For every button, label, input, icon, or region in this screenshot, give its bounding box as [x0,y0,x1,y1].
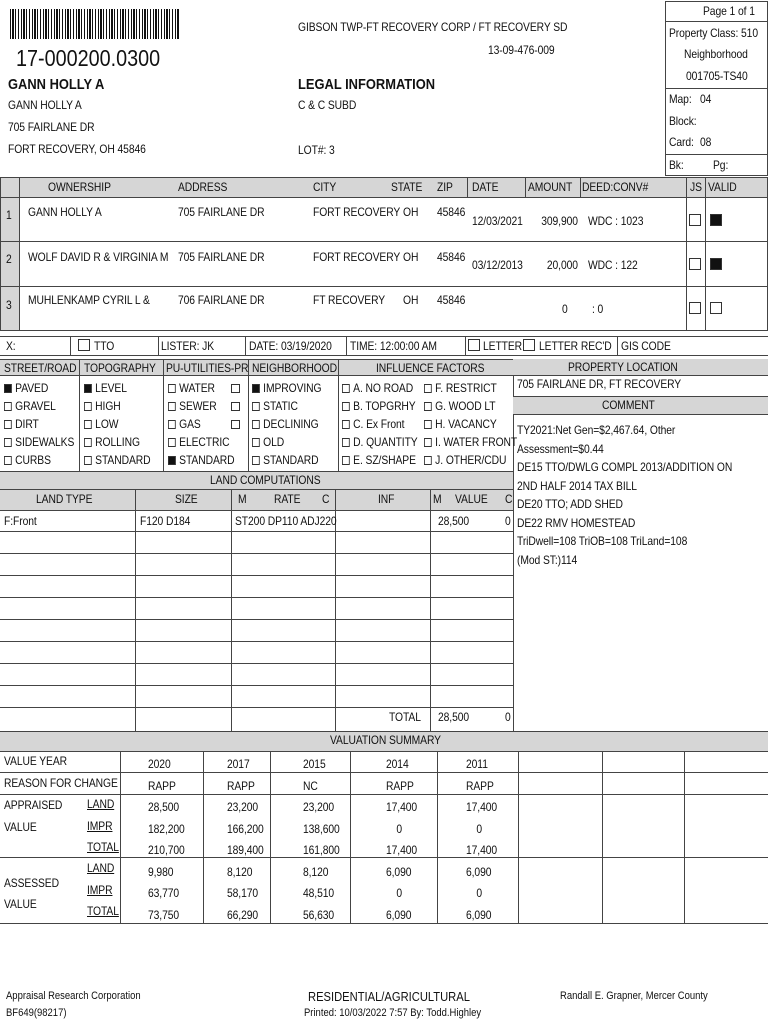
js-checkbox[interactable] [689,258,701,270]
pg-label: Pg: [713,158,729,172]
value-year-label: VALUE YEAR [4,754,68,768]
page-indicator: Page 1 of 1 [703,4,755,18]
util-gas[interactable]: GAS [168,415,235,433]
block-label: Block: [669,114,697,128]
col-amount: AMOUNT [528,180,573,194]
bk-label: Bk: [669,158,684,172]
street-header: STREET/ROAD [4,361,77,375]
util-pr-checkbox[interactable] [231,420,240,429]
street-sidewalks[interactable]: SIDEWALKS [4,433,74,451]
valid-checkbox[interactable] [710,302,722,314]
col-city: CITY [313,180,337,194]
valid-checkbox[interactable] [710,258,722,270]
appraised-value-label: VALUE [4,820,37,834]
topo-high[interactable]: HIGH [84,397,151,415]
col-value: VALUE [455,492,488,506]
valid-checkbox[interactable] [710,214,722,226]
util-electric[interactable]: ELECTRIC [168,433,235,451]
col-m2: M [433,492,442,506]
valuation-col-2015: 2015 NC 23,200 138,600 161,800 8,120 48,510 56,630 [303,757,340,922]
topo-level[interactable]: LEVEL [84,379,151,397]
valuation-col-2017: 2017 RAPP 23,200 166,200 189,400 8,120 58,170 66,290 [227,757,264,922]
lot-number: LOT#: 3 [298,143,335,157]
col-deed: DEED:CONV# [582,180,649,194]
tto-checkbox[interactable] [78,339,90,351]
mailing-line-3: FORT RECOVERY, OH 45846 [8,142,146,156]
js-checkbox[interactable] [689,302,701,314]
property-class: Property Class: 510 [669,26,758,40]
footer-auditor: Randall E. Grapner, Mercer County [560,990,708,1002]
topo-standard[interactable]: STANDARD [84,451,151,469]
topo-rolling[interactable]: ROLLING [84,433,151,451]
letter-checkbox[interactable] [468,339,480,351]
street-dirt[interactable]: DIRT [4,415,74,433]
col-state: STATE [391,180,423,194]
reason-label: REASON FOR CHANGE [4,776,118,790]
influence-f[interactable]: F. RESTRICT [424,379,517,397]
influence-header: INFLUENCE FACTORS [376,361,485,375]
letter-label: LETTER [483,339,523,353]
footer-card-type: RESIDENTIAL/AGRICULTURAL [308,989,470,1004]
comment-title: COMMENT [602,398,655,412]
neighborhood-options [252,379,333,469]
card-label: Card: [669,135,694,149]
col-inf: INF [378,492,395,506]
col-valid: VALID [708,180,737,194]
neighborhood-label: Neighborhood [684,47,748,61]
util-water[interactable]: WATER [168,379,235,397]
list-date: DATE: 03/19/2020 [249,339,332,353]
location-title: PROPERTY LOCATION [568,360,678,374]
nbhd-improving[interactable]: IMPROVING [252,379,321,397]
street-options [4,379,86,469]
col-owner: OWNERSHIP [48,180,111,194]
mailing-line-2: 705 FAIRLANE DR [8,120,95,134]
util-standard[interactable]: STANDARD [168,451,235,469]
gis-code: GIS CODE [621,339,671,353]
col-m: M [238,492,247,506]
col-address: ADDRESS [178,180,228,194]
influence-i[interactable]: I. WATER FRONT [424,433,517,451]
influence-options-a [342,379,430,469]
col-rate: RATE [274,492,301,506]
land-total-c: 0 [505,710,511,724]
footer-form-id: BF649(98217) [6,1007,67,1019]
influence-g[interactable]: G. WOOD LT [424,397,517,415]
barcode-id: 17-000200.0300 [16,45,161,71]
col-js: JS [690,180,702,194]
assessed-label: ASSESSED [4,876,59,890]
valuation-col-2011: 2011 RAPP 17,400 0 17,400 6,090 0 6,090 [466,757,498,922]
js-checkbox[interactable] [689,214,701,226]
valuation-title: VALUATION SUMMARY [330,733,441,747]
topography-options [84,379,161,469]
letter-recd-label: LETTER REC'D [539,339,612,353]
col-land-type: LAND TYPE [36,492,93,506]
card-value: 08 [700,135,712,149]
street-curbs[interactable]: CURBS [4,451,74,469]
lister: LISTER: JK [161,339,215,353]
land-title: LAND COMPUTATIONS [210,473,321,487]
influence-j[interactable]: J. OTHER/CDU [424,451,517,469]
valuation-col-2020: 2020 RAPP 28,500 182,200 210,700 9,980 63,770 73,750 [148,757,185,922]
neighborhood-header: NEIGHBORHOOD [252,361,337,375]
land-total-label: TOTAL [389,710,421,724]
topography-header: TOPOGRAPHY [84,361,156,375]
land-total: 28,500 [438,710,470,724]
letter-recd-checkbox[interactable] [523,339,535,351]
legal-title: LEGAL INFORMATION [298,76,436,93]
barcode [10,9,180,39]
footer-company: Appraisal Research Corporation [6,990,141,1002]
col-c: C [322,492,330,506]
util-sewer[interactable]: SEWER [168,397,235,415]
col-zip: ZIP [437,180,453,194]
utilities-header: PU-UTILITIES-PR [166,361,249,375]
map-value: 04 [700,92,712,106]
influence-d[interactable]: D. QUANTITY [342,433,418,451]
valuation-col-2014: 2014 RAPP 17,400 0 17,400 6,090 0 6,090 [386,757,418,922]
col-size: SIZE [175,492,198,506]
col-date: DATE [472,180,499,194]
location-value: 705 FAIRLANE DR, FT RECOVERY [517,377,682,391]
comments: TY2021:Net Gen=$2,467.64, Other Assessment=$0.44 DE15 TTO/DWLG COMPL 2013/ADDITION ON 2ND HALF 2014 TAX BILL DE20 TTO; ADD SHED DE22 RMV HOMESTEAD TriDwell=108 TriOB=108 TriLand=108 (Mod ST:)114 [517,423,733,567]
tto-label: TTO [94,339,115,353]
footer-printed: Printed: 10/03/2022 7:57 By: Todd.Highley [304,1007,482,1019]
util-pr-checkbox[interactable] [231,384,240,393]
legal-subdivision: C & C SUBD [298,98,357,112]
mailing-line-1: GANN HOLLY A [8,98,82,112]
assessed-value-label: VALUE [4,897,37,911]
influence-b[interactable]: B. TOPGRHY [342,397,418,415]
street-paved[interactable]: PAVED [4,379,74,397]
nbhd-old[interactable]: OLD [252,433,321,451]
district-code: 13-09-476-009 [488,43,555,57]
col-c2: C [505,492,513,506]
appraised-label: APPRAISED [4,798,63,812]
map-label: Map: [669,92,692,106]
topo-low[interactable]: LOW [84,415,151,433]
influence-h[interactable]: H. VACANCY [424,415,517,433]
util-pr-checkbox[interactable] [231,402,240,411]
district: GIBSON TWP-FT RECOVERY CORP / FT RECOVERY SD [298,20,568,34]
nbhd-standard[interactable]: STANDARD [252,451,321,469]
list-time: TIME: 12:00:00 AM [350,339,437,353]
owner-name: GANN HOLLY A [8,76,105,93]
influence-c[interactable]: C. Ex Front [342,415,418,433]
neighborhood-code: 001705-TS40 [686,69,748,83]
influence-a[interactable]: A. NO ROAD [342,379,418,397]
nbhd-declining[interactable]: DECLINING [252,415,321,433]
influence-e[interactable]: E. SZ/SHAPE [342,451,418,469]
street-gravel[interactable]: GRAVEL [4,397,74,415]
nbhd-static[interactable]: STATIC [252,397,321,415]
x-label: X: [6,339,16,353]
